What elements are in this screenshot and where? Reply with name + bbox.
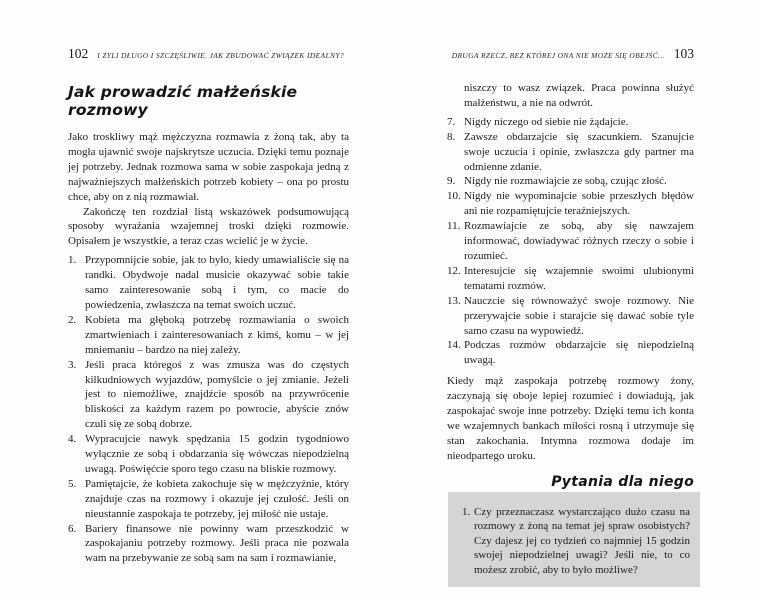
list-item xyxy=(447,115,694,130)
list-item xyxy=(68,522,349,567)
running-head-left xyxy=(68,46,349,62)
page-right xyxy=(447,46,694,587)
list-item-text: Zawsze obdarzajcie się szacunkiem. Szanujcie swoje uczucia i opinie, zwłaszcza gdy partner ma odmienne zdanie. xyxy=(464,130,694,173)
running-title-right: DRUGA RZECZ, BEZ KTÓREJ ONA NIE MOŻE SIĘ OBEJŚĆ... xyxy=(451,51,665,60)
running-head-right xyxy=(447,46,694,62)
list-item-number: 2. xyxy=(68,313,77,326)
item-continuation-text: niszczy to wasz związek. Praca powinna służyć małżeństwu, a nie na odwrót. xyxy=(464,82,694,109)
list-item-number: 13. xyxy=(447,294,461,307)
questions-box xyxy=(448,492,700,587)
list-item xyxy=(447,130,694,175)
list-item-number: 10. xyxy=(447,190,461,203)
paragraph: Jako troskliwy mąż mężczyzna rozmawia z żoną tak, aby ta mogła ujawnić swoje najskrytsze uczucia. Dzięki temu poznaje jej potrzeby. Jednak rozmowa sama w sobie zaspokaja jedną z najważniejszych małżeńskich potrzeb kobiety – ona po prostu chce, aby on z nią rozmawiał. xyxy=(68,131,349,203)
tips-list-right xyxy=(447,115,694,368)
page-number-right: 103 xyxy=(673,46,694,61)
list-item xyxy=(447,219,694,264)
list-item xyxy=(68,432,349,477)
list-item xyxy=(447,294,694,339)
list-item-number: 11. xyxy=(447,220,461,233)
list-item-text: Interesujcie się wzajemnie swoimi ulubionymi tematami rozmów. xyxy=(464,264,694,292)
list-item xyxy=(68,253,349,313)
list-item-number: 8. xyxy=(447,130,456,143)
list-item-number: 6. xyxy=(68,522,77,535)
list-item-number: 4. xyxy=(68,433,77,446)
list-item-number: 3. xyxy=(68,358,77,371)
list-item-text: Kobieta ma głęboką potrzebę rozmawiania o swoich zmartwieniach i zainteresowaniach z kimś, komu – w jej mniemaniu – bardzo na niej zależy. xyxy=(85,313,349,356)
list-item-text: Nigdy nie wypominajcie sobie przeszłych błędów ani nie rozpamiętujcie teraźniejszych. xyxy=(464,190,694,218)
page-number-left: 102 xyxy=(68,46,89,61)
list-item xyxy=(447,338,694,368)
page-left xyxy=(68,46,349,566)
list-item-text: Nigdy niczego od siebie nie żądajcie. xyxy=(464,115,629,128)
list-item-number: 1. xyxy=(68,254,77,267)
list-item xyxy=(68,477,349,522)
paragraph: Zakończę ten rozdział listą wskazówek podsumowującą sposoby wyrażania wzajemnej troski dzięki rozmowie. Opisałem je wszystkie, a teraz czas wcielić je w życie. xyxy=(68,205,349,248)
list-item-number: 5. xyxy=(68,477,77,490)
list-item xyxy=(447,174,694,189)
question-number: 1. xyxy=(462,505,471,518)
closing-paragraph: Kiedy mąż zaspokaja potrzebę rozmowy żony, zaczynają się oboje lepiej rozumieć i dowiadują, jak zaspokajać swoje inne potrzeby. Dzięki temu ich konta we wzajemnych bankach miłości rosną i utrzymuje się stan zakochania. Intymna rozmowa dodaje im nieodpartego uroku. xyxy=(447,375,694,462)
list-item-text: Przypomnijcie sobie, jak to było, kiedy umawialiście się na randki. Obydwoje nadal musicie okazywać sobie takie samo zainteresowanie sobą i tym, co macie do powiedzenia, zwłaszcza na temat swoich uczuć. xyxy=(85,254,349,311)
questions-heading: Pytania dla niego xyxy=(551,473,694,490)
list-item-number: 9. xyxy=(447,175,456,188)
list-item-text: Nigdy nie rozmawiajcie ze sobą, czując złość. xyxy=(464,175,667,188)
list-item xyxy=(447,264,694,294)
running-title-left: I ŻYLI DŁUGO I SZCZĘŚLIWIE. JAK ZBUDOWAĆ ZWIĄZEK IDEALNY? xyxy=(97,51,344,60)
list-item-number: 14. xyxy=(447,339,461,352)
list-item-text: Jeśli praca któregoś z was zmusza was do częstych kilkudniowych wyjazdów, pomyślcie o jej zmianie. Jeżeli jest to niemożliwe, znajdźcie sposób na przywrócenie bliskości za każdym razem po powrocie, abyście znów czuli się ze sobą dobrze. xyxy=(85,358,349,431)
list-item-text: Wypracujcie nawyk spędzania 15 godzin tygodniowo wyłącznie ze sobą i obdarzania się wówczas niepodzielną uwagą. Poświęćcie sporo tego czasu na bliskie rozmowy. xyxy=(85,433,349,475)
list-item-text: Podczas rozmów obdarzajcie się niepodzielną uwagą. xyxy=(464,339,694,367)
tips-list-left xyxy=(68,253,349,566)
list-item-number: 7. xyxy=(447,115,456,128)
list-item xyxy=(68,313,349,358)
list-item xyxy=(68,358,349,433)
list-item-text: Nauczcie się równoważyć swoje rozmowy. Nie przerywajcie sobie i starajcie się dawać sobie tyle samo czasu na wypowiedź. xyxy=(464,294,694,337)
question-item xyxy=(462,505,690,578)
list-item xyxy=(447,189,694,219)
question-text: Czy przeznaczasz wystarczająco dużo czasu na rozmowy z żoną na temat jej spraw osobistych? Czy dajesz jej co tydzień co najmniej 15 godzin swojej niepodzielnej uwagi? Jeśli nie, to co możesz zrobić, aby to było możliwe? xyxy=(474,505,690,577)
list-item-text: Rozmawiajcie ze sobą, aby się nawzajem informować, dowiadywać różnych rzeczy o sobie i rozumieć. xyxy=(464,220,694,262)
list-item-text: Bariery finansowe nie powinny wam przeszkodzić w zaspokajaniu potrzeby rozmowy. Jeśli praca nie pozwala wam na przebywanie ze sobą sam na sam i rozmawianie, xyxy=(85,522,349,565)
section-heading: Jak prowadzić małżeńskie rozmowy xyxy=(68,83,298,119)
list-item-number: 12. xyxy=(447,264,461,277)
list-item-text: Pamiętajcie, że kobieta zakochuje się w mężczyźnie, który znajduje czas na rozmowy i okazuje jej czułość. Jeśli on nieustannie zaspokaja te potrzeby, jej miłość nie ustaje. xyxy=(85,477,349,520)
